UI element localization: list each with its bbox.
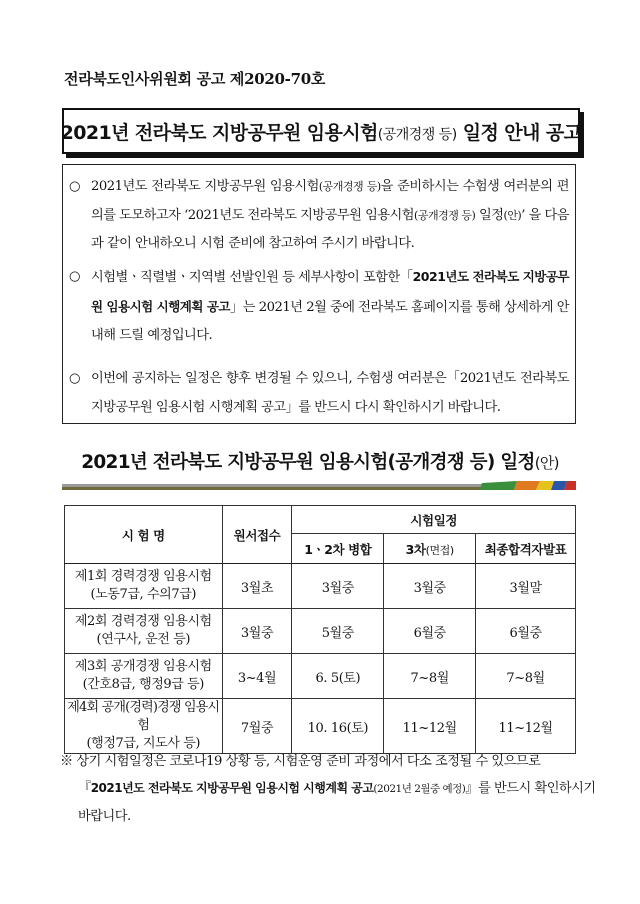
header-round12: 1ㆍ2차 병합 — [292, 534, 384, 564]
final-cell: 6월중 — [476, 609, 576, 654]
schedule-title-paren: (안) — [534, 454, 559, 472]
decorative-color-bar — [62, 481, 576, 490]
bar-olive-segment — [62, 487, 482, 490]
schedule-title — [60, 448, 580, 474]
table-header-row — [65, 506, 576, 534]
text-run: 일정 — [475, 207, 504, 223]
table-row — [65, 654, 576, 699]
final-cell: 7~8월 — [476, 654, 576, 699]
exam-name: 제1회 경력경쟁 임용시험 — [74, 569, 212, 584]
final-cell: 11~12월 — [476, 699, 576, 754]
table-row — [65, 564, 576, 609]
round12-cell: 3월중 — [292, 564, 384, 609]
round3-cell: 3월중 — [384, 564, 476, 609]
round3-cell: 6월중 — [384, 609, 476, 654]
footnote — [60, 748, 596, 830]
title-paren: (공개경쟁 등) — [377, 126, 457, 143]
header-application: 원서접수 — [222, 506, 292, 564]
header-round3-paren: (면접) — [425, 543, 454, 557]
exam-sub: (간호8급, 행정9급 등) — [82, 677, 204, 692]
bullet-marker: ○ — [69, 371, 81, 386]
exam-name: 제4회 공개(경력)경쟁 임용시험 — [67, 700, 220, 733]
text-run: (공개경쟁 등) — [414, 208, 476, 222]
schedule-title-main: 2021년 전라북도 지방공무원 임용시험(공개경쟁 등) 일정 — [81, 452, 535, 473]
bold-text: 2021년도 전라북도 지방공무원 임용시험 시행계획 공고 — [91, 269, 569, 314]
schedule-table — [64, 505, 576, 754]
intro-text-1 — [69, 173, 569, 259]
round12-cell: 6. 5(토) — [292, 654, 384, 699]
intro-text-2 — [69, 263, 569, 351]
header-round3 — [384, 534, 476, 564]
exam-name-cell — [65, 609, 223, 654]
application-cell: 3월중 — [222, 609, 292, 654]
footnote-line-3: 바랍니다. — [78, 809, 131, 824]
footnote-line-2 — [60, 775, 596, 803]
round3-cell: 7~8월 — [384, 654, 476, 699]
text-run: 시험별ㆍ직렬별ㆍ지역별 선발인원 등 세부사항이 포함한「 — [91, 270, 413, 285]
text-run: (안) — [503, 208, 522, 222]
text-run: 을 준비하시는 수험생 여러분의 편의를 도모하고자 ‘2021년도 전라북도 지방공무원 임용시험 — [91, 179, 569, 223]
round12-cell: 10. 16(토) — [292, 699, 384, 754]
header-schedule-group: 시험일정 — [292, 506, 576, 534]
title-tail: 일정 안내 공고 — [456, 121, 582, 144]
exam-name-cell — [65, 564, 223, 609]
title-main: 2021년 전라북도 지방공무원 임용시험 — [60, 121, 378, 144]
bullet-marker: ○ — [69, 269, 81, 284]
intro-paragraph-2 — [69, 263, 569, 351]
exam-sub: (연구사, 운전 등) — [96, 632, 191, 647]
intro-paragraph-1 — [69, 173, 569, 259]
text-run: 」는 2021년 2월 중에 전라북도 홈페이지를 통해 상세하게 안내해 드릴 예정입니다. — [91, 299, 569, 343]
bar-green-segment — [480, 481, 517, 490]
text-run: (공개경쟁 등) — [318, 180, 381, 193]
page-title — [61, 118, 582, 145]
application-cell: 7월중 — [222, 699, 292, 754]
application-cell: 3~4월 — [222, 654, 292, 699]
footnote-small-note: (2021년 2월중 예정) — [373, 783, 466, 795]
application-cell: 3월초 — [222, 564, 292, 609]
exam-name: 제3회 공개경쟁 임용시험 — [74, 659, 212, 674]
text-run: ’ 을 다음과 같이 안내하오니 시험 준비에 참고하여 주시기 바랍니다. — [91, 207, 570, 251]
round12-cell: 5월중 — [292, 609, 384, 654]
notice-number: 전라북도인사위원회 공고 제2020-70호 — [64, 70, 326, 88]
intro-paragraph-3 — [69, 365, 569, 422]
exam-name: 제2회 경력경쟁 임용시험 — [74, 614, 212, 629]
header-final: 최종합격자발표 — [476, 534, 576, 564]
text-run: 2021년도 전라북도 지방공무원 임용시험 — [91, 179, 319, 194]
exam-sub: (노동7급, 수의7급) — [90, 587, 197, 602]
final-cell: 3월말 — [476, 564, 576, 609]
table-row — [65, 609, 576, 654]
intro-text-3 — [69, 365, 569, 422]
header-exam-name: 시 험 명 — [65, 506, 223, 564]
intro-box — [62, 164, 576, 424]
exam-name-cell — [65, 699, 223, 754]
text-run: 이번에 공지하는 일정은 향후 변경될 수 있으니, 수험생 여러분은「2021년도 전라북도 지방공무원 임용시험 시행계획 공고」를 반드시 다시 확인하시기 바랍니다. — [91, 371, 569, 415]
round3-cell: 11~12월 — [384, 699, 476, 754]
table-row — [65, 699, 576, 754]
footnote-bold-title: 2021년도 전라북도 지방공무원 임용시험 시행계획 공고 — [90, 781, 374, 795]
exam-sub: (행정7급, 지도사 등) — [86, 736, 201, 751]
footnote-close-text: 』를 반드시 확인하시기 — [465, 781, 596, 796]
header-round3-main: 3차 — [405, 541, 426, 557]
bar-orange-segment — [514, 481, 540, 490]
footnote-open-bracket: 『 — [78, 781, 91, 796]
exam-name-cell — [65, 654, 223, 699]
title-box — [62, 108, 580, 154]
footnote-line-1: ※ 상기 시험일정은 코로나19 상황 등, 시험운영 준비 과정에서 다소 조정될 수 있으므로 — [60, 754, 541, 769]
bullet-marker: ○ — [69, 179, 81, 194]
